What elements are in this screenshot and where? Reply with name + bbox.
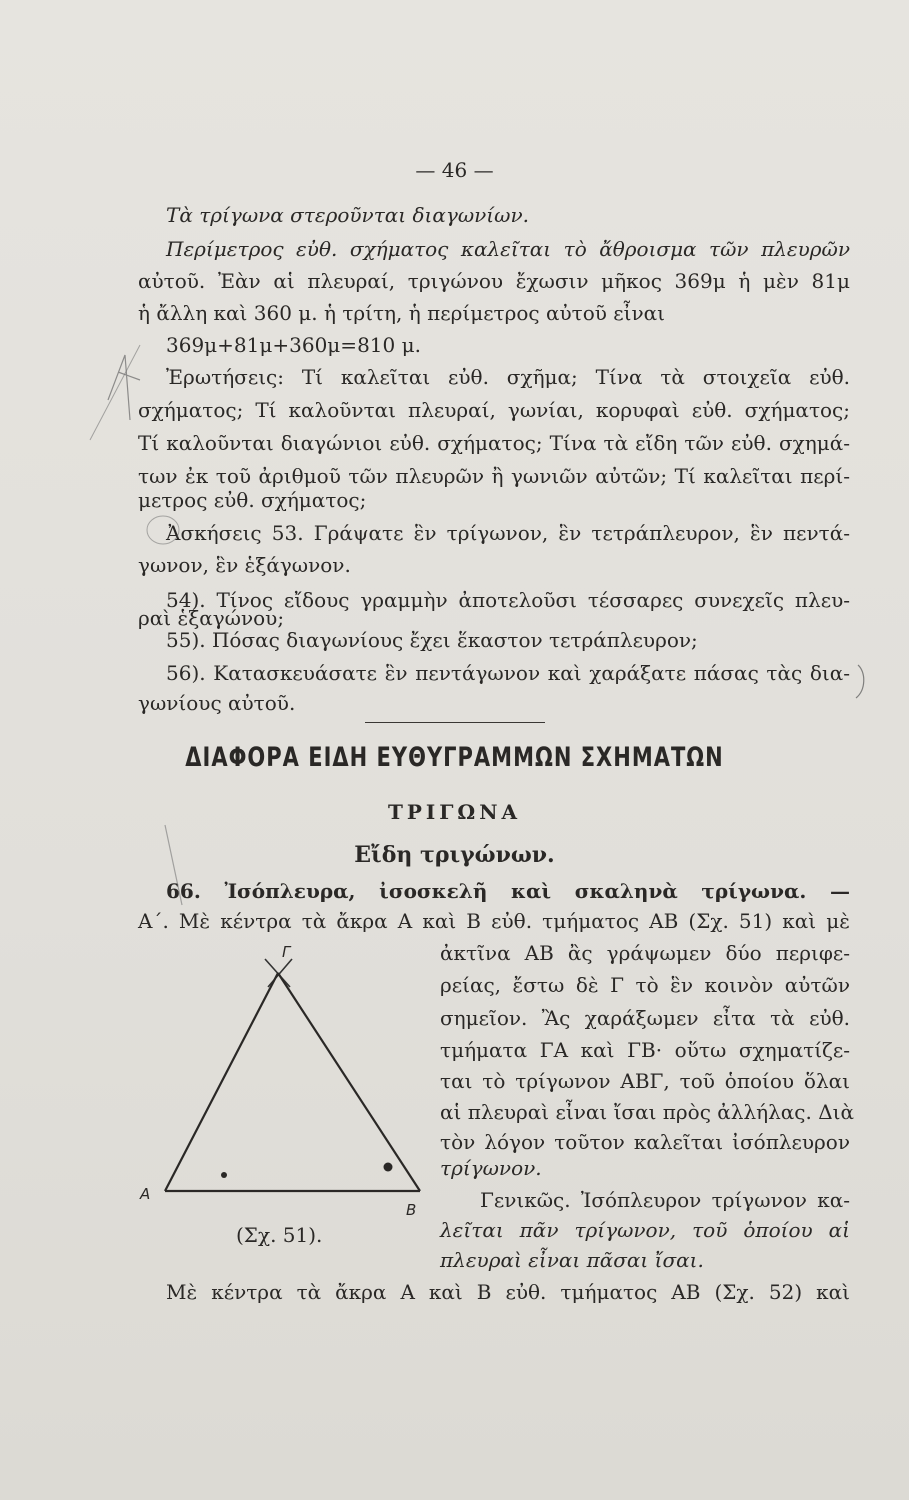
text-line: σχήματος; Τί καλοῦνται πλευραί, γωνίαι, κορυφαὶ εὐθ. σχήματος; <box>138 398 850 422</box>
column-line: πλευραὶ εἶναι πᾶσαι ἴσαι. <box>440 1248 704 1272</box>
side-ga <box>165 973 278 1191</box>
text-line: 369μ+81μ+360μ=810 μ. <box>166 333 421 357</box>
column-line: λεῖται πᾶν τρίγωνον, τοῦ ὁποίου αἱ <box>440 1218 850 1242</box>
questions-line: Ἐρωτήσεις: Τί καλεῖται εὐθ. σχῆμα; Τίνα τὰ στοιχεῖα εὐθ. <box>166 365 850 389</box>
angle-dot-b <box>384 1163 393 1172</box>
column-line: ρείας, ἔστω δὲ Γ τὸ ἓν κοινὸν αὐτῶν <box>440 973 850 997</box>
triangle-figure <box>130 935 430 1225</box>
column-line: σημεῖον. Ἂς χαράξωμεν εἶτα τὰ εὐθ. <box>440 1006 850 1030</box>
exercise-54: 54). Τίνος εἴδους γραμμὴν ἀποτελοῦσι τέσσαρες συνεχεῖς πλευ- <box>166 588 850 612</box>
text-line: Α΄. Μὲ κέντρα τὰ ἄκρα Α καὶ Β εὐθ. τμήματος ΑΒ (Σχ. 51) καὶ μὲ <box>138 909 850 933</box>
column-line: τμήματα ΓΑ καὶ ΓΒ· οὕτω σχηματίζε- <box>440 1038 850 1062</box>
subsection-title: Εἴδη τριγώνων. <box>354 842 555 868</box>
pencil-scribble <box>108 355 140 420</box>
column-line: ται τὸ τρίγωνον ΑΒΓ, τοῦ ὁποίου ὅλαι <box>440 1069 850 1093</box>
text-line: των ἐκ τοῦ ἀριθμοῦ τῶν πλευρῶν ἢ γωνιῶν αὐτῶν; Τί καλεῖται περί- <box>138 464 850 488</box>
text-line: αὐτοῦ. Ἐὰν αἱ πλευραί, τριγώνου ἔχωσιν μῆκος 369μ ἡ μὲν 81μ <box>138 269 850 293</box>
chapter-heading: ΔΙΑΦΟΡΑ ΕΙΔΗ ΕΥΘΥΓΡΑΜΜΩΝ ΣΧΗΜΑΤΩΝ <box>185 742 724 772</box>
figure-caption: (Σχ. 51). <box>236 1223 323 1247</box>
column-line: τὸν λόγον τοῦτον καλεῖται ἰσόπλευρον <box>440 1130 850 1154</box>
side-gb <box>278 973 420 1191</box>
vertex-label-top: Γ <box>282 943 291 961</box>
exercise-56: 56). Κατασκευάσατε ἓν πεντάγωνον καὶ χαράξατε πάσας τὰς δια- <box>166 661 850 685</box>
section-divider <box>365 722 545 723</box>
text-line: Τί καλοῦνται διαγώνιοι εὐθ. σχήματος; Τίνα τὰ εἴδη τῶν εὐθ. σχημά- <box>138 431 850 455</box>
angle-dot-a <box>221 1172 227 1178</box>
pencil-stroke <box>90 345 140 440</box>
vertex-label-left: Α <box>140 1185 151 1203</box>
section-title: ΤΡΙΓΩΝΑ <box>387 800 522 824</box>
exercise-55: 55). Πόσας διαγωνίους ἔχει ἕκαστον τετράπλευρον; <box>166 628 698 652</box>
last-line: Μὲ κέντρα τὰ ἄκρα Α καὶ Β εὐθ. τμήματος ΑΒ (Σχ. 52) καὶ <box>166 1280 850 1304</box>
text-line: γωνίους αὐτοῦ. <box>138 691 296 715</box>
exercises-line: Ἀσκήσεις 53. Γράψατε ἓν τρίγωνον, ἓν τετράπλευρον, ἓν πεντά- <box>166 521 850 545</box>
column-line: Γενικῶς. Ἰσόπλευρον τρίγωνον κα- <box>480 1188 850 1212</box>
arc-mark-2 <box>268 959 292 987</box>
text-line: Περίμετρος εὐθ. σχήματος καλεῖται τὸ ἄθροισμα τῶν πλευρῶν <box>166 237 850 261</box>
text-line: γωνον, ἓν ἑξάγωνον. <box>138 553 351 577</box>
column-line: αἱ πλευραὶ εἶναι ἴσαι πρὸς ἀλλήλας. Διὰ <box>440 1100 855 1124</box>
bracket-mark <box>856 665 864 698</box>
text-line: ἡ ἄλλη καὶ 360 μ. ἡ τρίτη, ἡ περίμετρος αὐτοῦ εἶναι <box>138 301 665 325</box>
column-line: ἀκτῖνα ΑΒ ἂς γράψωμεν δύο περιφε- <box>440 941 850 965</box>
text-line: Τὰ τρίγωνα στεροῦνται διαγωνίων. <box>166 203 529 227</box>
page-number: — 46 — <box>415 158 494 182</box>
vertex-label-right: Β <box>406 1201 417 1219</box>
text-line: ραὶ ἑξαγώνου; <box>138 606 285 630</box>
paragraph-66-title: 66. Ἰσόπλευρα, ἰσοσκελῆ καὶ σκαληνὰ τρίγωνα. — <box>166 879 850 903</box>
text-line: μετρος εὐθ. σχήματος; <box>138 488 367 512</box>
column-line: τρίγωνον. <box>440 1156 542 1180</box>
